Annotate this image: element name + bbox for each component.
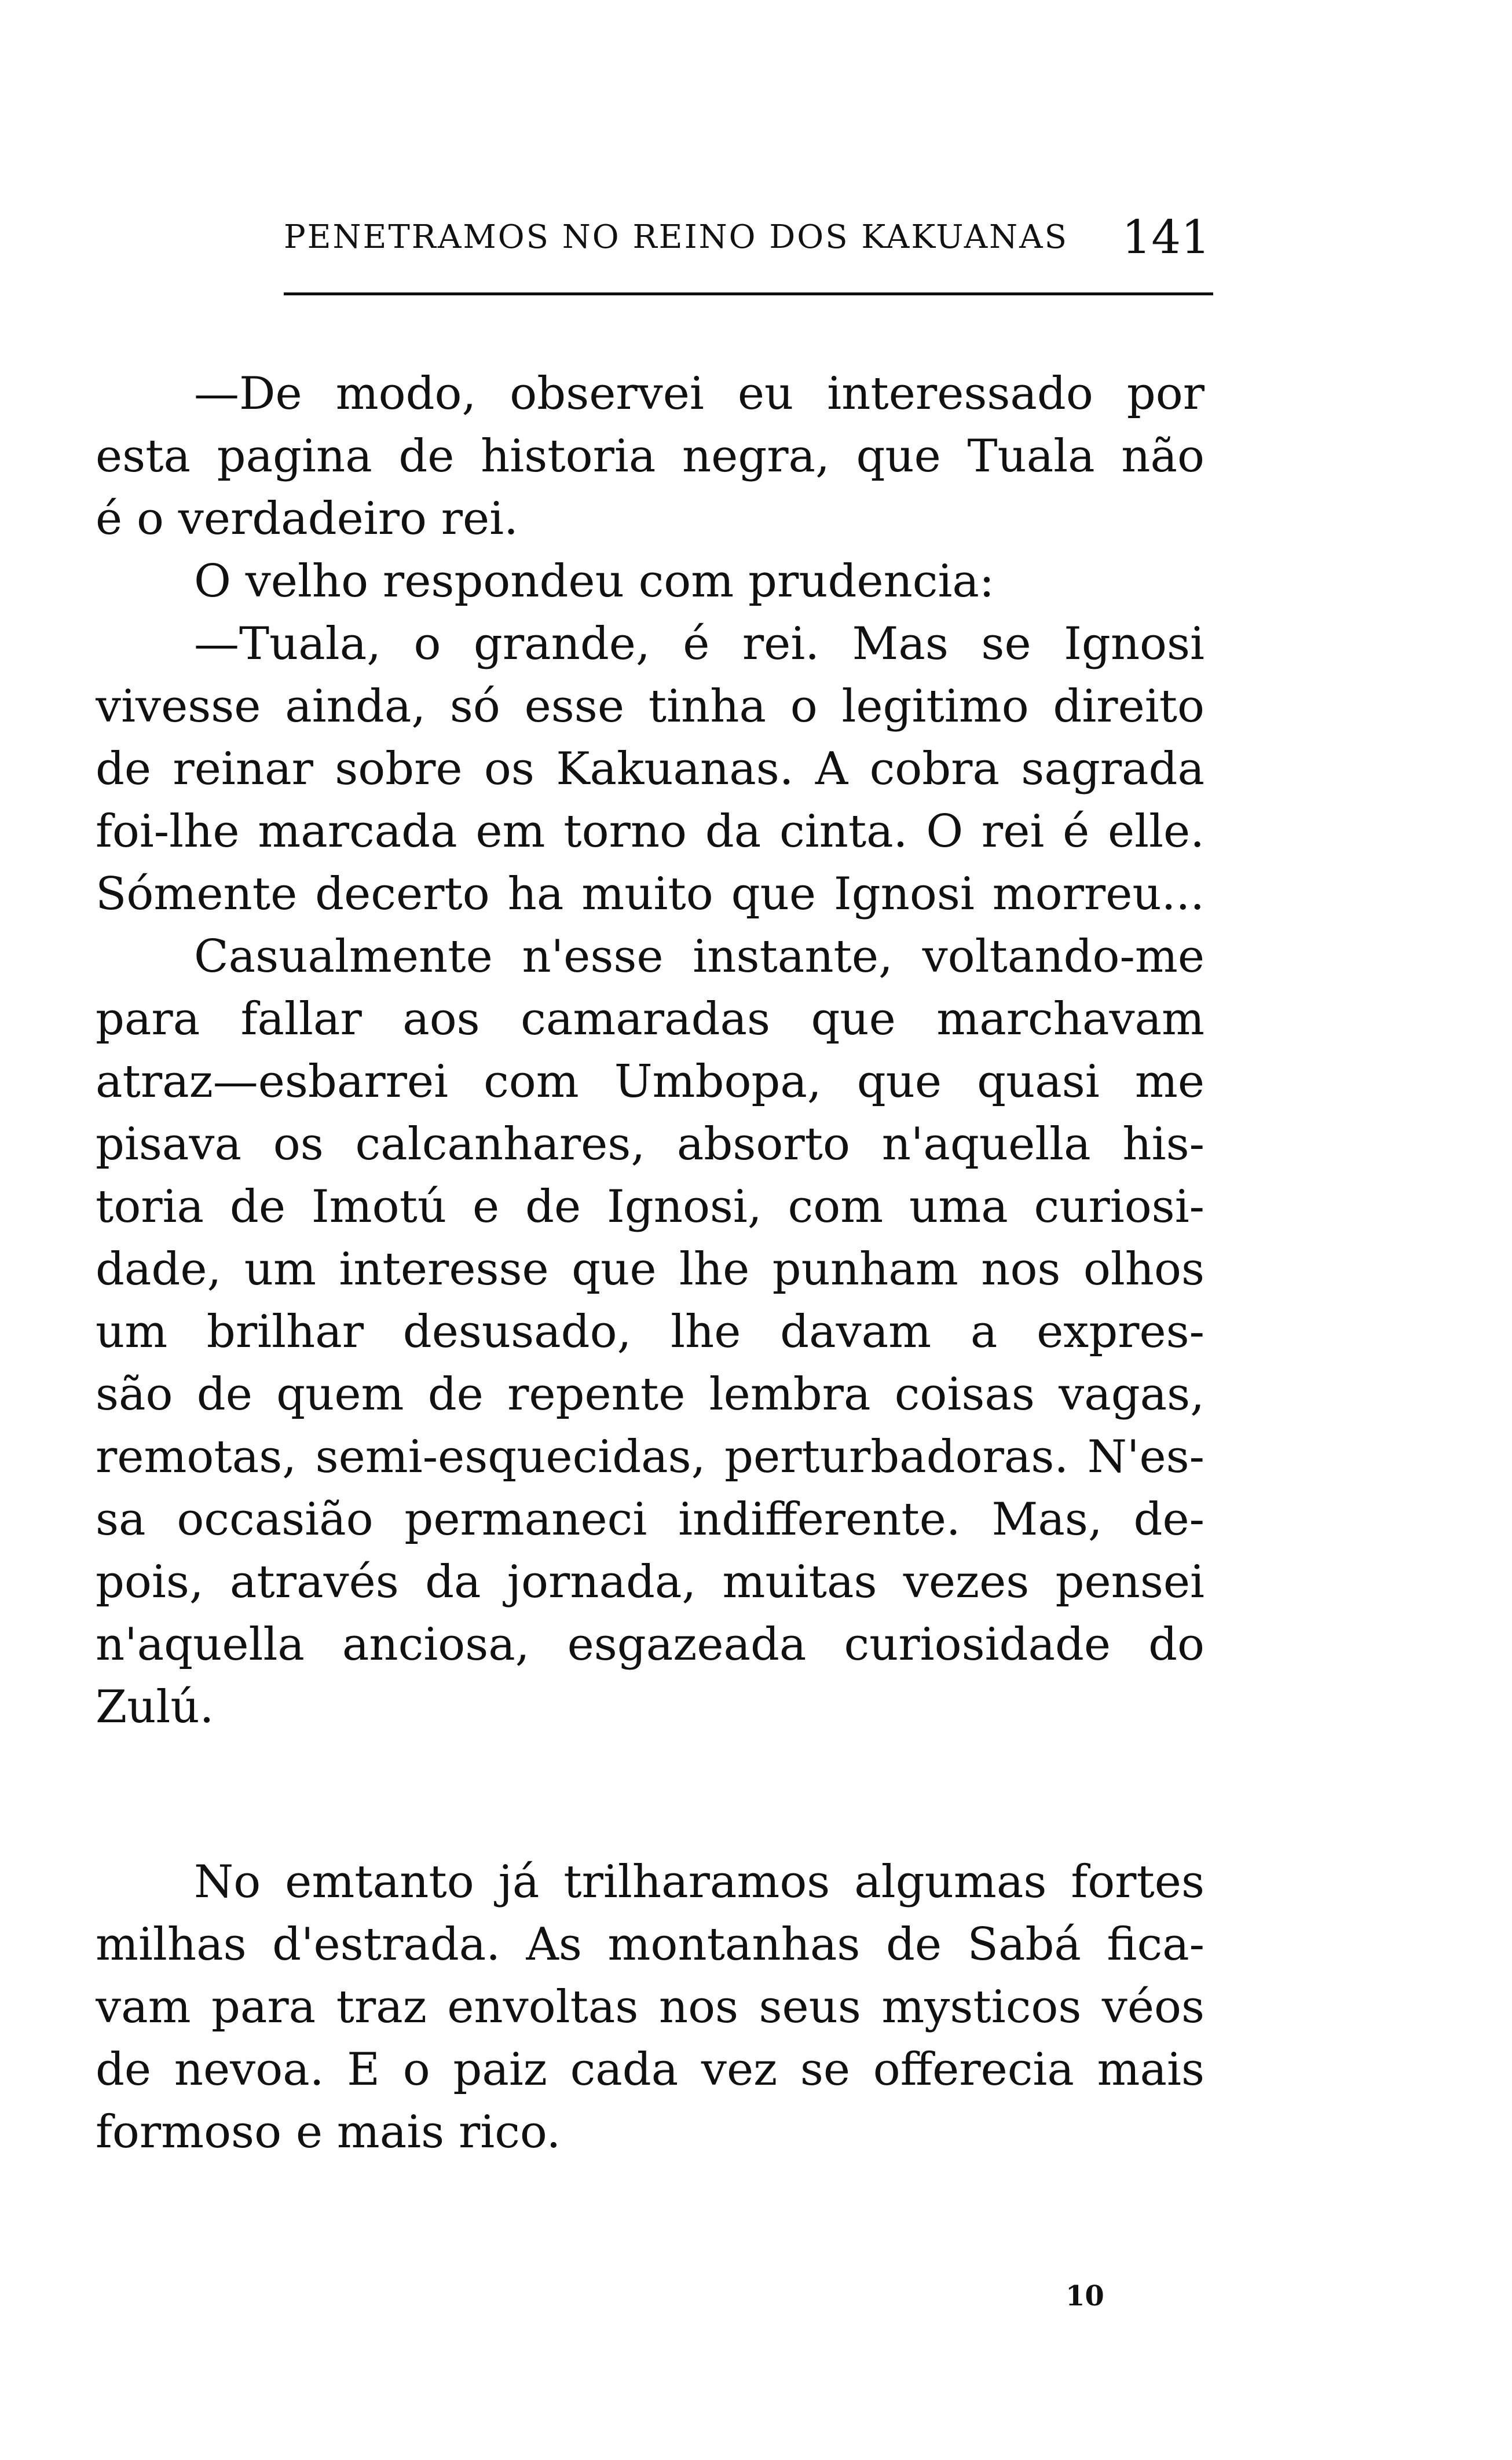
text-line: —Tuala, o grande, é rei. Mas se Ignosi [194, 618, 1205, 670]
text-line: sa occasião permaneci indifferente. Mas, de- [96, 1493, 1205, 1546]
text-line: vivesse ainda, só esse tinha o legitimo direito [96, 680, 1205, 733]
text-line: remotas, semi-esquecidas, perturbadoras. N'es- [96, 1431, 1205, 1483]
text-line: dade, um interesse que lhe punham nos olhos [96, 1243, 1205, 1295]
text-line: toria de Imotú e de Ignosi, com uma curiosi- [96, 1181, 1205, 1233]
text-line: são de quem de repente lembra coisas vagas, [96, 1368, 1205, 1421]
text-line: pois, através da jornada, muitas vezes pensei [96, 1556, 1205, 1608]
text-line: milhas d'estrada. As montanhas de Sabá fica- [96, 1919, 1205, 1971]
text-line: Zulú. [96, 1681, 214, 1733]
text-line: Casualmente n'esse instante, voltando-me [194, 931, 1205, 983]
signature-mark: 10 [1066, 2280, 1104, 2312]
text-line: de reinar sobre os Kakuanas. A cobra sagrada [96, 743, 1205, 795]
text-line: é o verdadeiro rei. [96, 493, 518, 545]
text-line: pisava os calcanhares, absorto n'aquella his- [96, 1118, 1205, 1170]
text-line: No emtanto já trilharamos algumas fortes [194, 1856, 1205, 1908]
text-line: atraz—esbarrei com Umbopa, que quasi me [96, 1056, 1205, 1108]
running-title: PENETRAMOS NO REINO DOS KAKUANAS [284, 218, 1068, 256]
text-line: formoso e mais rico. [96, 2106, 561, 2158]
text-line: para fallar aos camaradas que marchavam [96, 993, 1205, 1045]
text-line: foi-lhe marcada em torno da cinta. O rei é elle. [96, 806, 1205, 858]
text-line: esta pagina de historia negra, que Tuala não [96, 430, 1205, 482]
text-line: n'aquella anciosa, esgazeada curiosidade do [96, 1619, 1205, 1671]
header-rule [284, 292, 1213, 295]
page-number: 141 [1122, 210, 1210, 264]
text-line: vam para traz envoltas nos seus mysticos véos [96, 1981, 1205, 2033]
text-line: Sómente decerto ha muito que Ignosi morreu... [96, 868, 1205, 920]
text-line: um brilhar desusado, lhe davam a expres- [96, 1306, 1205, 1358]
text-line: de nevoa. E o paiz cada vez se offerecia mais [96, 2044, 1205, 2096]
running-header [284, 206, 1210, 269]
text-line: O velho respondeu com prudencia: [194, 555, 995, 607]
text-line: —De modo, observei eu interessado por [194, 368, 1205, 420]
